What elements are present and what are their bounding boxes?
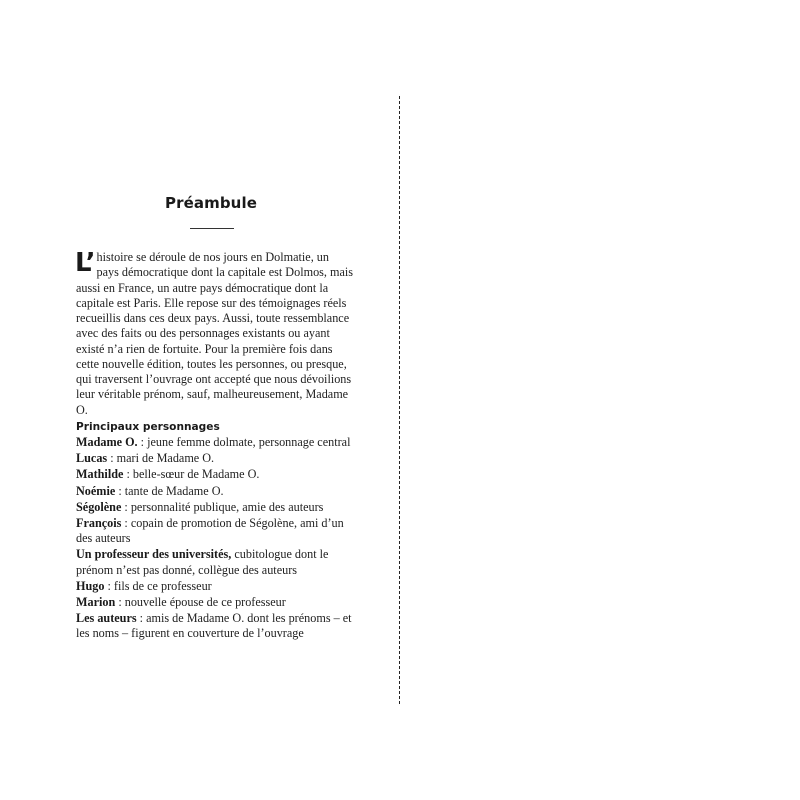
character-name: Lucas bbox=[76, 451, 108, 466]
character-description: : amis de Madame O. dont les prénoms – et les noms – figurent en couverture de l’ouvrage bbox=[76, 611, 352, 641]
intro-paragraph bbox=[76, 250, 354, 418]
character-description: : copain de promotion de Ségolène, ami d’un des auteurs bbox=[76, 516, 344, 546]
character-entry-noemie bbox=[76, 484, 360, 499]
character-name: François bbox=[76, 516, 122, 531]
characters-section bbox=[76, 420, 360, 643]
character-name: Mathilde bbox=[76, 467, 124, 482]
character-name: Madame O. bbox=[76, 435, 138, 449]
drop-cap: L’ bbox=[75, 248, 96, 278]
character-name: Marion bbox=[76, 595, 116, 610]
character-description: : tante de Madame O. bbox=[115, 483, 224, 498]
page-fold-divider bbox=[399, 96, 400, 704]
character-description: : personnalité publique, amie des auteurs bbox=[121, 499, 324, 514]
character-name: Hugo bbox=[76, 578, 105, 593]
intro-text: histoire se déroule de nos jours en Dolmatie, un pays démocratique dont la capitale est Dolmos, mais aussi en France, un autre pays démocratique dont la capitale est Paris. Elle repose sur des témoignages réels recueillis dans ces deux pays. Aussi, toute ressemblance avec des faits ou des personnages existants ou ayant existé n’a rien de fortuite. Pour la première fois dans cette nouvelle édition, toutes les personnes, ou presque, qui traversent l’ouvrage ont accepté que nous dévoilions leur véritable prénom, sauf, malheureusement, Madame O. bbox=[76, 250, 354, 417]
right-page-blank bbox=[401, 0, 800, 800]
page-title: Préambule bbox=[165, 194, 257, 212]
character-description: : nouvelle épouse de ce professeur bbox=[115, 595, 286, 610]
character-description: cubitologue dont le prénom n’est pas donné, collègue des auteurs bbox=[76, 547, 329, 577]
title-divider bbox=[190, 228, 234, 229]
character-entry-les-auteurs bbox=[76, 611, 360, 641]
character-name: Noémie bbox=[76, 483, 116, 498]
character-entry-hugo bbox=[76, 579, 360, 594]
character-entry-professeur bbox=[76, 547, 360, 577]
character-entry-lucas bbox=[76, 451, 360, 466]
character-description: : jeune femme dolmate, personnage central bbox=[137, 435, 351, 449]
character-entry-segolene bbox=[76, 500, 360, 515]
character-description: : belle-sœur de Madame O. bbox=[123, 467, 260, 482]
character-entry-francois bbox=[76, 516, 360, 546]
character-entry-mathilde bbox=[76, 467, 360, 482]
character-name: Un professeur des universités, bbox=[76, 547, 232, 562]
characters-heading: Principaux personnages bbox=[76, 421, 220, 433]
character-description: : fils de ce professeur bbox=[104, 578, 212, 593]
character-entry-madame-o bbox=[76, 435, 360, 450]
character-description: : mari de Madame O. bbox=[107, 451, 215, 466]
characters-list bbox=[76, 435, 360, 642]
character-name: Ségolène bbox=[76, 499, 122, 514]
character-entry-marion bbox=[76, 595, 360, 610]
character-name: Les auteurs bbox=[76, 611, 137, 626]
